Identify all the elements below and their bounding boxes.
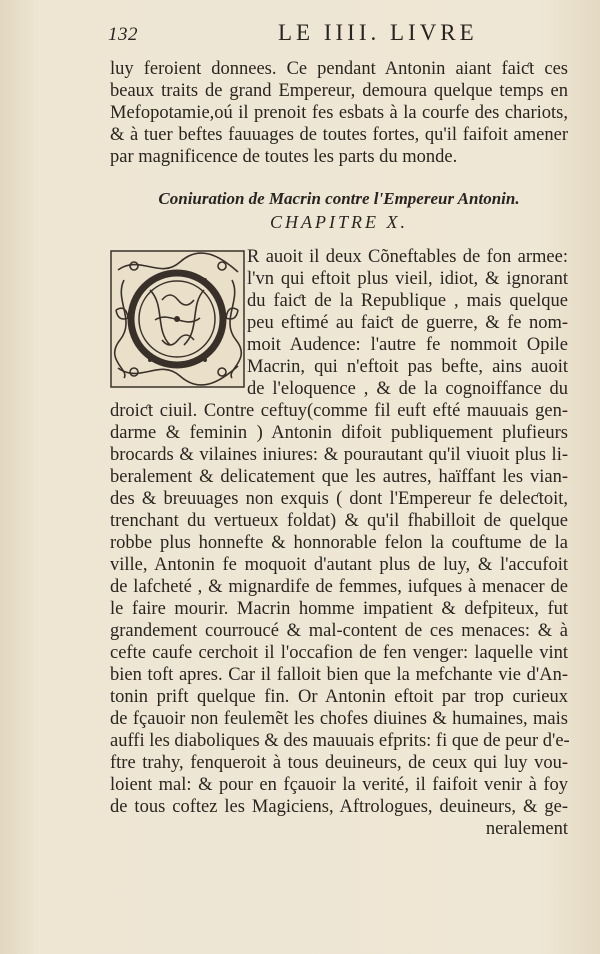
text-line: ftre trahy, fenqueroit à tous deuineurs, de ceux qui luy vou- — [110, 753, 568, 773]
chapter-heading — [110, 188, 568, 234]
text-line: brocards & vilaines iniures: & pourautant qu'il viuoit plus li- — [110, 445, 568, 465]
text-line: cefte caufe cerchoit il l'occafion de fen venger: laquelle vint — [110, 643, 568, 663]
ornament-initial-icon — [110, 250, 245, 388]
text-line: de l'eloquence , & de la cognoiffance du — [247, 379, 568, 399]
text-line: R auoit il deux Cõneftables de fon armee: — [247, 247, 568, 267]
text-line: peu eftimé au faiƈt de guerre, & fe nom- — [247, 313, 568, 333]
text-line: bien toft apres. Car il falloit bien que la mefchante vie d'An- — [110, 665, 568, 685]
page-number: 132 — [108, 24, 138, 45]
catchword: neralement — [485, 819, 568, 839]
running-title: LE IIII. LIVRE — [278, 20, 478, 45]
chapter-title: Coniuration de Macrin contre l'Empereur Antonin. — [158, 189, 520, 208]
main-paragraph — [110, 400, 568, 840]
decorated-initial-letter — [110, 250, 245, 388]
text-line: beaux traits de grand Empereur, demoura quelque temps en — [110, 81, 568, 101]
text-line: tonin prift quelque fin. Or Antonin eftoit par trop curieux — [110, 687, 568, 707]
text-line: de lafcheté , & mignardife de femmes, iufques à menacer de — [110, 577, 568, 597]
top-paragraph — [110, 58, 568, 168]
text-line: Macrin, qui n'eftoit pas befte, ains auoit — [247, 357, 568, 377]
text-line: trenchant du vertueux foldat) & qu'il fhabilloit de quelque — [110, 511, 568, 531]
text-line: darme & feminin ) Antonin difoit publiquement plufieurs — [110, 423, 568, 443]
text-line: loient mal: & pour en fçauoir la verité, il faifoit venir à foy — [110, 775, 568, 795]
text-line: beralement & delicatement que les autres, haïffant les vian- — [110, 467, 568, 487]
text-line: par magnificence de toutes les parts du monde. — [110, 147, 458, 167]
text-line: & à tuer beftes fauuages de toutes fortes, qu'il faifoit amener — [110, 125, 568, 145]
text-line: du faiƈt de la Republique , mais quelque — [247, 291, 568, 311]
text-line: moit Audence: l'autre fe nommoit Opile — [247, 335, 568, 355]
text-line: droiƈt ciuil. Contre ceftuy(comme fil euft efté mauuais gen- — [110, 401, 568, 421]
text-line: Mefopotamie,oú il prenoit fes esbats à la courfe des chariots, — [110, 103, 568, 123]
text-line: luy feroient donnees. Ce pendant Antonin aiant faiƈt ces — [110, 59, 568, 79]
paragraph-beside-initial — [247, 246, 568, 400]
text-line: grandement courroucé & mal-content de ces menaces: & à — [110, 621, 568, 641]
text-line: auffi les diaboliques & des mauuais efprits: fi que de peur d'e- — [110, 731, 570, 751]
text-line: de tous coftez les Magiciens, Aftrologues, deuineurs, & ge- — [110, 797, 568, 817]
text-line: de fçauoir non feulemẽt les chofes diuines & humaines, mais — [110, 709, 568, 729]
text-line: robbe plus honnefte & honnorable felon la couftume de la — [110, 533, 568, 553]
text-line: l'vn qui eftoit plus vieil, idiot, & ignorant — [247, 269, 568, 289]
chapter-number: CHAPITRE X. — [270, 212, 408, 232]
text-line: ville, Antonin fe moquoit d'autant plus de luy, & l'accufoit — [110, 555, 568, 575]
page-header — [108, 20, 568, 50]
text-line: le faire mourir. Macrin homme impatient & defpiteux, fut — [110, 599, 568, 619]
text-line: des & breuuages non exquis ( dont l'Empereur fe deleƈtoit, — [110, 489, 568, 509]
